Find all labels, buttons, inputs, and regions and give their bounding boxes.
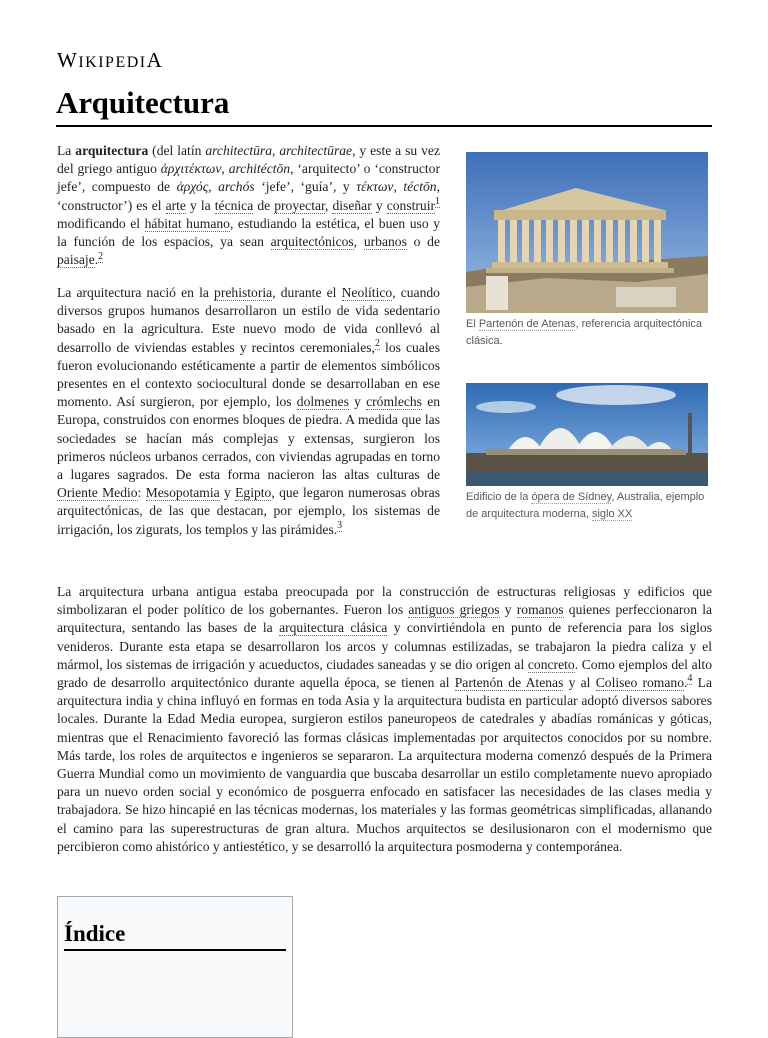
link-arquitectura-clasica[interactable]: arquitectura clásica [279, 620, 388, 636]
ref-2[interactable]: 2 [98, 250, 104, 262]
link-construir[interactable]: construir [386, 197, 436, 213]
page-title: Arquitectura [56, 84, 712, 127]
caption-link-partenon[interactable]: Partenón de Atenas [478, 318, 576, 330]
ref-2b[interactable]: 2 [374, 338, 380, 350]
table-of-contents [57, 896, 293, 1038]
link-proyectar[interactable]: proyectar [274, 197, 326, 213]
figure-sydney-opera [466, 383, 708, 523]
link-romanos[interactable]: romanos [516, 602, 564, 618]
ref-1[interactable]: 1 [435, 196, 441, 208]
link-urbanos[interactable]: urbanos [363, 234, 407, 250]
link-arquitectonicos[interactable]: arquitectónicos [270, 234, 354, 250]
link-oriente-medio[interactable]: Oriente Medio [57, 485, 138, 501]
figure-parthenon [466, 152, 708, 350]
caption-link-opera-sidney[interactable]: ópera de Sídney [531, 491, 612, 503]
toc-heading: Índice [64, 921, 286, 951]
link-neolitico[interactable]: Neolítico [341, 285, 393, 300]
link-paisaje[interactable]: paisaje [57, 252, 95, 268]
link-coliseo[interactable]: Coliseo romano [595, 675, 685, 691]
link-cromlechs[interactable]: crómlechs [366, 394, 422, 410]
link-arte[interactable]: arte [165, 197, 186, 213]
link-dolmenes[interactable]: dolmenes [296, 394, 349, 410]
link-disenar[interactable]: diseñar [332, 197, 372, 213]
ref-4[interactable]: 4 [687, 673, 693, 685]
urban-paragraph: La arquitectura urbana antigua estaba preocupada por la construcción de estructuras religiosas y edificios que simbolizaran el poder político de los gobernantes. Fueron los antiguos griegos y romanos quienes perfeccionaron la arquitectura, sentando las bases de la arquitectura clásica y convirtiéndola en punto de referencia para los siglos venideros. Durante esta etapa se desarrollaron los arcos y columnas estilizadas, se trabajaron la piedra caliza y el mármol, los sistemas de irrigación y acueductos, ciudades saneadas y se dio origen al concreto. Como ejemplos del alto grado de desarrollo arquitectónico durante aquella época, se tienen al Partenón de Atenas y al Coliseo romano.$^4$ La arquitectura india y china influyó en formas en toda Asia y la arquitectura budista en particular adoptó diversos sabores locales. Durante la Edad Media europea, surgieron estilos paneuropeos de catedrales y abadías románicas y góticas, mientras que el Renacimiento favoreció las formas clásicas implementadas por arquitectos conocidos por su nombre. Más tarde, los roles de arquitectos e ingenieros se separaron. La arquitectura moderna comenzó después de la Primera Guerra Mundial como un movimiento de vanguardia que buscaba desarrollar un estilo completamente nuevo apropiado para un nuevo orden social y económico de posguerra enfocado en satisfacer las necesidades de las clases media y trabajadora. Se hizo hincapié en las técnicas modernas, los materiales y las formas geométricas simplificadas, allanando el camino para las superestructuras de gran altura. Muchos arquitectos se desilusionaron con el modernismo que percibieron como ahistórico y antiestético, y se desarrolló la arquitectura posmoderna y contemporánea. [57, 584, 713, 854]
wikipedia-logo[interactable]: WIKIPEDIA [57, 48, 164, 72]
caption-link-siglo-xx[interactable]: siglo XX [591, 508, 633, 520]
parthenon-caption: El Partenón de Atenas, referencia arquitectónica clásica. [466, 318, 703, 347]
link-prehistoria[interactable]: prehistoria [214, 285, 273, 300]
link-concreto[interactable]: concreto [527, 656, 575, 672]
link-tecnica[interactable]: técnica [214, 197, 254, 213]
link-habitat-humano[interactable]: hábitat humano [144, 215, 230, 231]
parthenon-image[interactable] [466, 152, 708, 313]
sydney-opera-caption: Edificio de la ópera de Sídney, Australia, ejemplo de arquitectura moderna, siglo XX [466, 491, 705, 520]
ref-3[interactable]: 3 [337, 520, 343, 532]
sydney-opera-image[interactable] [466, 383, 708, 486]
history-paragraph: La arquitectura nació en la prehistoria, durante el Neolítico, cuando diversos grupos humanos desarrollaron un estilo de vida sedentario basado en la agricultura. Este nuevo modo de vida conllevó al desarrollo de viviendas estables y recintos ceremoniales,$^2$ los cuales fueron evolucionando estéticamente a partir de elementos simbólicos presentes en el contexto sociocultural donde se desarrollaban en ese momento. Así surgieron, por ejemplo, los dolmenes y crómlechs en Europa, construidos con enormes bloques de piedra. A medida que las sociedades se hacían más complejas y extensas, surgieron los primeros núcleos urbanos cerrados, con viviendas agrupadas en torno a lugares sagrados. De esta forma nacieron las altas culturas de Oriente Medio: Mesopotamia y Egipto, que legaron numerosas obras arquitectónicas, de las que destacan, por ejemplo, los sistemas de irrigación, los zigurats, los templos y las pirámides.$^3$ [57, 285, 441, 537]
link-egipto[interactable]: Egipto [235, 485, 272, 501]
link-mesopotamia[interactable]: Mesopotamia [145, 485, 220, 501]
link-antiguos-griegos[interactable]: antiguos griegos [408, 602, 500, 618]
intro-paragraph: La arquitectura (del latín architectūra, architectūrae, y este a su vez del griego antiguo ἀρχιτέκτων, architéctōn, ‘arquitecto’ o ‘constructor jefe’, compuesto de ἀρχός, archós ‘jefe’, ‘guía’, y τέκτων, téctōn, ‘constructor’) es el arte y la técnica de proyectar, diseñar y construir$^1$ modificando el hábitat humano, estudiando la estética, el buen uso y la función de los espacios, ya sean arquitectónicos, urbanos o de paisaje.$^2$ [57, 143, 441, 268]
link-partenon[interactable]: Partenón de Atenas [454, 675, 564, 691]
